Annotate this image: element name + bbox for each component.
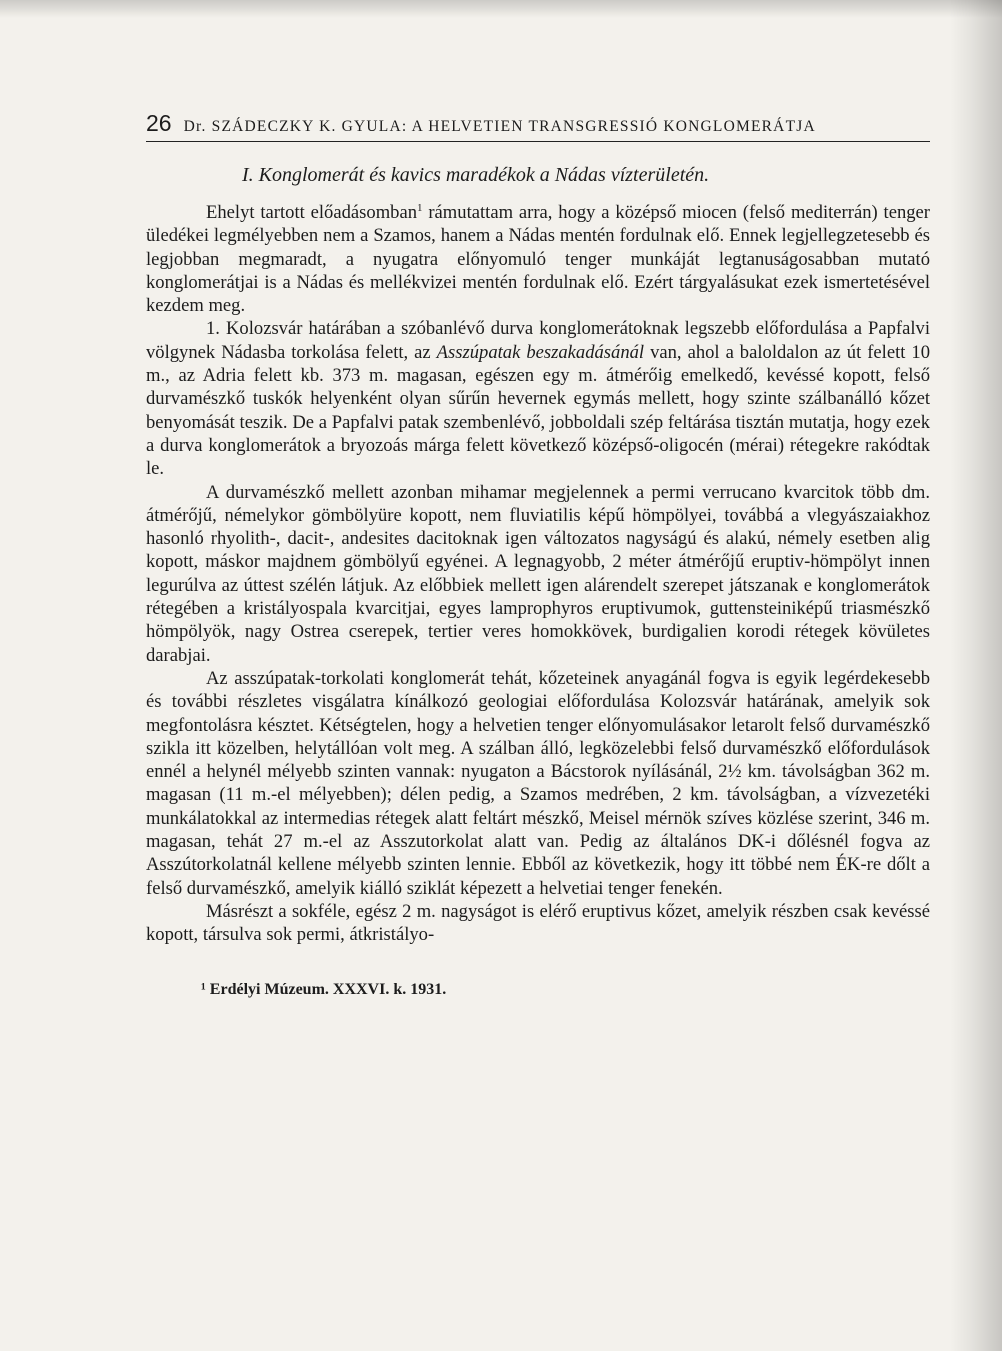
footnote: [201, 981, 930, 999]
paragraph-2: [146, 317, 930, 480]
page-number: 26: [146, 110, 172, 136]
section-title: I. Konglomerát és kavics maradékok a Nádas vízterületén.: [242, 164, 710, 186]
footnote-area: [146, 981, 930, 999]
paragraph-1: [146, 201, 930, 317]
footnote-marker: ¹: [201, 980, 206, 998]
paragraph-text: van, ahol a baloldalon az út felett 10 m., az Adria felett kb. 373 m. magasan, egészen egy m. átmérőig emelkedő, kevéssé kopott, felső durvamészkő tuskók helyenként olyan sűrűn hevernek egymás mellett, hogy szinte szálbanálló kőzet benyomását teszik. De a Papfalvi patak szembenlévő, jobboldali szép feltárása tisztán mutatja, hogy ezek a durva konglomerátok a bryozoás márga felett következő középső-oligocén (mérai) rétegekre rakódtak le.: [146, 341, 931, 480]
paragraph-text: Az asszúpatak-torkolati konglomerát tehát, kőzeteinek anyagánál fogva is egyik legérdekesebb és további részletes visgálatra kínálkozó geologiai előfordulása Kolozsvár határának, amelyik sok megfontolásra késztet. Kétségtelen, hogy a helvetien tenger előnyomulásakor letarolt felső durvamészkő szikla itt közelben, helytállóan volt meg. A szálban álló, legközelebbi felső durvamészkő előfordulások ennél a helynél mélyebb szinten vannak: nyugaton a Bácstorok nyílásánál, 2½ km. távolságban 362 m. magasan (11 m.-el mélyebben); délen pedig, a Szamos medrében, 2 km. távolságban, a vízvezetéki munkálatokkal az intermedias rétegek alatt feltárt mészkő, Meisel mérnök szíves közlése szerint, 346 m. magasan, tehát 27 m.-el az Asszutorkolat alatt van. Pedig az általános DK-i dőlésnél fogva az Asszútorkolatnál kellene mélyebb szinten lennie. Ebből az következik, hogy itt többé nem ÉK-re dőlt a felső durvamészkő, amelyik kiálló sziklát képezett a helvetiai tenger fenekén.: [146, 667, 930, 899]
paragraph-4: [146, 667, 930, 900]
paragraph-3: [146, 481, 930, 667]
scan-edge-right: [950, 0, 1002, 1351]
paragraph-text: Másrészt a sokféle, egész 2 m. nagyságot is elérő eruptivus kőzet, amelyik részben csak kevéssé kopott, társulva sok permi, átkristályo-: [146, 900, 930, 946]
footnote-reference: 1: [417, 201, 423, 214]
running-title: Dr. SZÁDECZKY K. GYULA: A HELVETIEN TRANSGRESSIÓ KONGLOMERÁTJA: [183, 118, 816, 135]
paragraph-text: A durvamészkő mellett azonban mihamar megjelennek a permi verrucano kvarcitok több dm. átmérőjű, némelykor gömbölyüre kopott, nem fluviatilis képű hömpölyei, továbbá a vlegyászaiakhoz hasonló rhyolith-, dacit-, andesites dacitoknak igen változatos nagyságú és alakú, némely esetben alig kopott, máskor majdnem gömbölyű egyénei. A legnagyobb, 2 méter átmérőjű eruptiv-hömpölyt innen legurúlva az úttest szélén látjuk. Az előbbiek mellett igen alárendelt szerepet játszanak e konglomerátok rétegében a kristályospala kvarcitjai, egyes lamprophyros eruptivumok, guttensteiniképű triasmészkő hömpölyök, nagy Ostrea cserepek, tertier veres homokkövek, burdigalien korodi rétegek kövületes darabjai.: [146, 481, 930, 666]
footnote-text: Erdélyi Múzeum. XXXVI. k. 1931.: [209, 980, 447, 998]
scan-edge-top: [0, 0, 1002, 18]
paragraph-text: rámutattam arra, hogy a középső miocen (felső mediterrán) tenger üledékei legmélyebben nem a Szamos, hanem a Nádas mentén fordulnak elő. Ennek legjellegzetesebb és legjobban megmaradt, a nyugatra előnyomuló tenger munkáját legtanuságosabban mutató konglomerátjai is a Nádas és mellékvizei mentén fordulnak elő. Ezért tárgyalásukat ezek ismertetésével kezdem meg.: [146, 202, 930, 317]
body-text: [146, 201, 930, 947]
emphasis-place-name: Asszúpatak beszakadásánál: [436, 341, 645, 363]
paragraph-text: Ehelyt tartott előadásomban: [206, 202, 418, 223]
paragraph-text: 1. Kolozsvár határában a szóbanlévő durva konglomerátoknak legszebb előfordulása a Papfalvi völgynek Nádasba torkolása felett, az: [146, 318, 930, 363]
running-header: [146, 110, 930, 142]
paragraph-5: [146, 900, 930, 947]
document-page: [146, 110, 930, 999]
